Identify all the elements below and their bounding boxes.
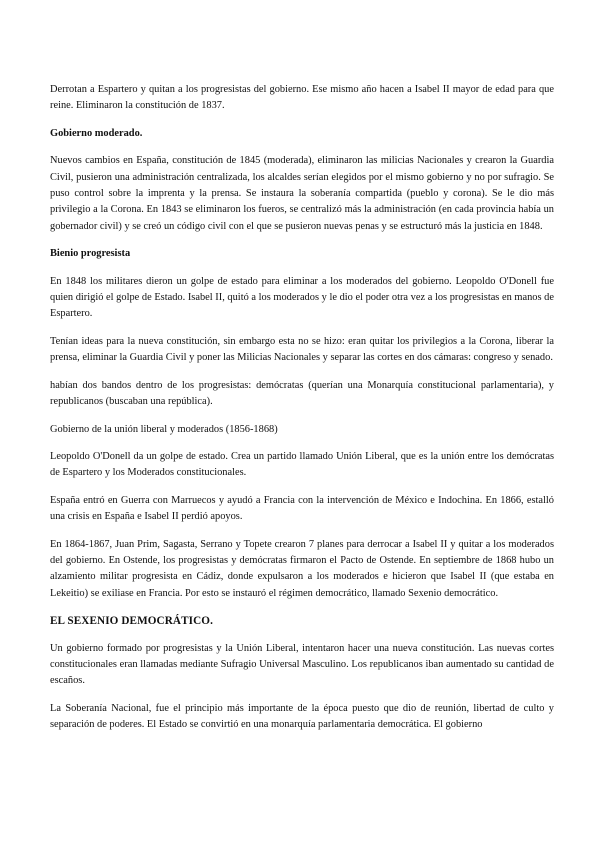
paragraph-nuevos-cambios: Nuevos cambios en España, constitución de 1845 (moderada), eliminaron las milicias Nacionales y crearon la Guardia Civil, pusieron una administración centralizada, los alcaldes serían elegidos por el mismo gobierno y no por sufragio. Se puso control sobre la imprenta y la prensa. Se instaura la soberanía compartida (pueblo y corona). Se le dio más privilegio a la Corona. En 1843 se eliminaron los fueros, se centralizó más la administración (en cada provincia había un gobernador civil) y se creó un código civil con el que se pusieron nuevas penas y se estructuró más la justicia en 1848. bbox=[50, 155, 554, 232]
heading-bienio-progresista: Bienio progresista bbox=[50, 248, 131, 260]
paragraph-derrotan: Derrotan a Espartero y quitan a los progresistas del gobierno. Ese mismo año hacen a Isabel II mayor de edad para que reine. Eliminaron la constitución de 1837. bbox=[50, 84, 554, 112]
paragraph-golpe-1848: En 1848 los militares dieron un golpe de estado para eliminar a los moderados del gobierno. Leopoldo O'Donell fue quien dirigió el golpe de Estado. Isabel II, quitó a los moderados y le dio el poder otra vez a los progresistas en manos de Espartero. bbox=[50, 275, 554, 320]
heading-sexenio-democratico: EL SEXENIO DEMOCRÁTICO. bbox=[50, 615, 213, 628]
heading-gobierno-moderado: Gobierno moderado. bbox=[50, 127, 143, 139]
paragraph-nueva-constitucion: Un gobierno formado por progresistas y la Unión Liberal, intentaron hacer una nueva constitución. Las nuevas cortes constitucionales eran llamadas mediante Sufragio Universal Masculino. Los republicanos iban aumentado su cantidad de escaños. bbox=[50, 642, 554, 687]
paragraph-bandos: habían dos bandos dentro de los progresistas: demócratas (querían una Monarquía constitucional parlamentaria), y republicanos (buscaban una república). bbox=[50, 379, 554, 408]
paragraph-gobierno-union-liberal: Gobierno de la unión liberal y moderados (1856-1868) bbox=[50, 423, 278, 435]
paragraph-pacto-ostende: En 1864-1867, Juan Prim, Sagasta, Serrano y Topete crearon 7 planes para derrocar a Isabel II y quitar a los moderados del gobierno. En Ostende, los progresistas y demócratas firmaron el Pacto de Ostende. En septiembre de 1868 hubo un alzamiento militar progresista en Cádiz, donde expulsaron a los moderados e hicieron que Isabel II (que estaba en Lekeitio) se exiliase en Francia. Por esto se instauró el régimen democrático, llamado Sexenio democrático. bbox=[50, 538, 554, 599]
document-page bbox=[50, 82, 554, 745]
paragraph-soberania-nacional: La Soberanía Nacional, fue el principio más importante de la época puesto que dio de reunión, libertad de culto y separación de poderes. El Estado se convirtió en una monarquía parlamentaria democrática. El gobierno bbox=[50, 702, 554, 731]
paragraph-guerra-marruecos: España entró en Guerra con Marruecos y ayudó a Francia con la intervención de México e Indochina. En 1866, estalló una crisis en España e Isabel II perdió apoyos. bbox=[50, 494, 554, 523]
paragraph-odonell: Leopoldo O'Donell da un golpe de estado. Crea un partido llamado Unión Liberal, que es la unión entre los demócratas de Espartero y los Moderados constitucionales. bbox=[50, 450, 554, 479]
paragraph-ideas-constitucion: Tenían ideas para la nueva constitución, sin embargo esta no se hizo: eran quitar los privilegios a la Corona, liberar la prensa, eliminar la Guardia Civil y poner las Milicias Nacionales y separar las cortes en dos cámaras: congreso y senado. bbox=[50, 335, 554, 364]
